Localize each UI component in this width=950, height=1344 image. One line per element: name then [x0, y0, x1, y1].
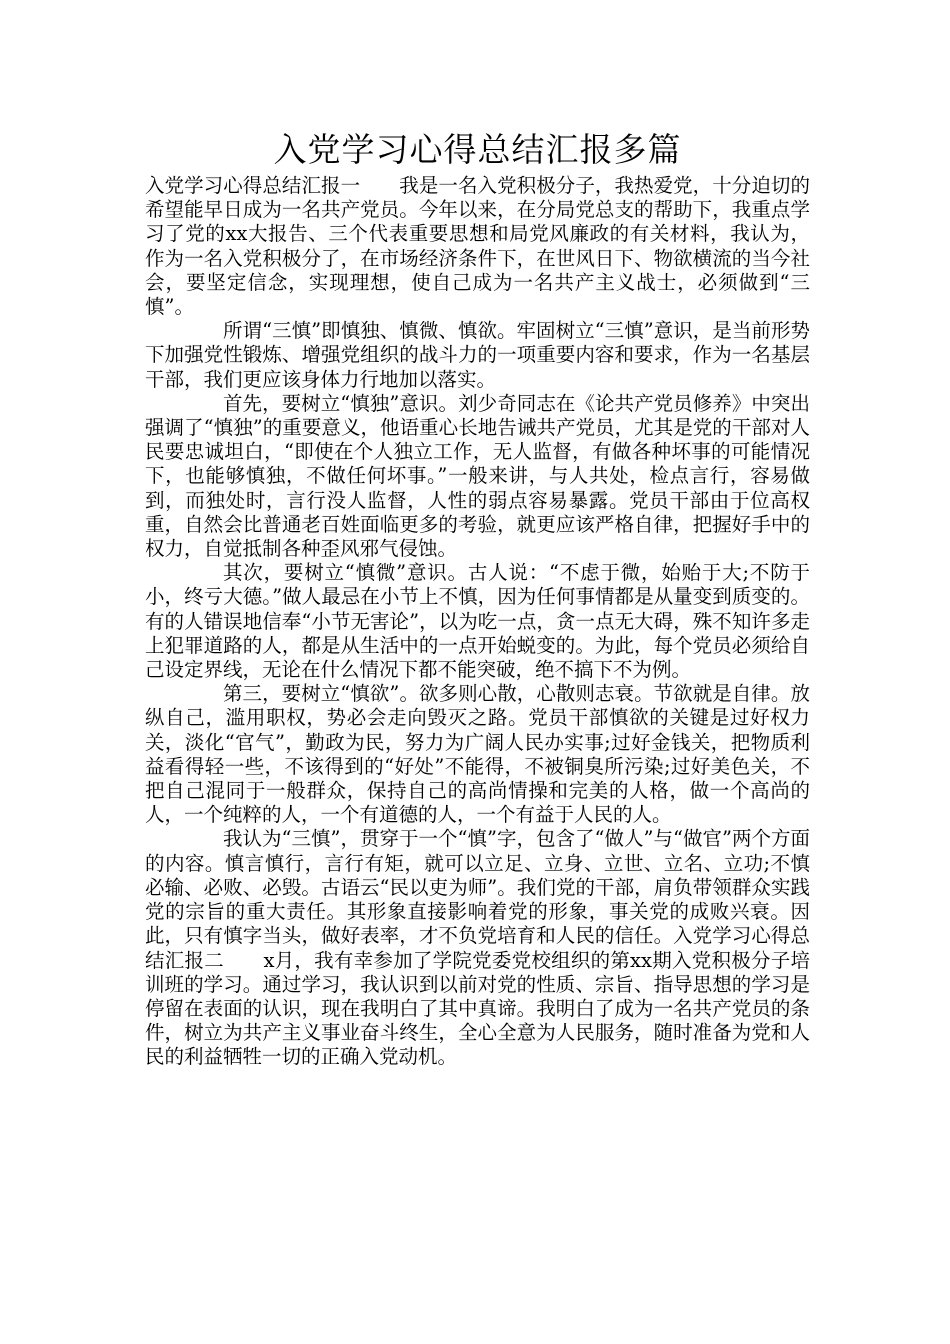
paragraph-1: 入党学习心得总结汇报一 我是一名入党积极分子，我热爱党，十分迫切的希望能早日成为一名共产党员。今年以来，在分局党总支的帮助下，我重点学习了党的xx大报告、三个代表重要思想和局党风廉政的有关材料，我认为，作为一名入党积极分了，在市场经济条件下，在世风日下、物欲横流的当今社会，要坚定信念，实现理想，使自己成为一名共产主义战士，必须做到“三慎”。: [145, 174, 810, 319]
document-body: [145, 174, 810, 1070]
paragraph-4: 其次，要树立“慎微”意识。古人说：“不虑于微，始贻于大;不防于小，终亏大德。”做人最忌在小节上不慎，因为任何事情都是从量变到质变的。有的人错误地信奉“小节无害论”，以为吃一点，贪一点无大碍，殊不知许多走上犯罪道路的人，都是从生活中的一点开始蜕变的。为此，每个党员必须给自己设定界线，无论在什么情况下都不能突破，绝不搞下不为例。: [145, 561, 810, 682]
document-title: 入党学习心得总结汇报多篇: [273, 130, 682, 169]
paragraph-6: 我认为“三慎”，贯穿于一个“慎”字，包含了“做人”与“做官”两个方面的内容。慎言慎行，言行有矩，就可以立足、立身、立世、立名、立功;不慎必输、必败、必毁。古语云“民以吏为师”。我们党的干部，肩负带领群众实践党的宗旨的重大责任。其形象直接影响着党的形象，事关党的成败兴衰。因此，只有慎字当头，做好表率，才不负党培育和人民的信任。入党学习心得总结汇报二 x月，我有幸参加了学院党委党校组织的第xx期入党积极分子培训班的学习。通过学习，我认识到以前对党的性质、宗旨、指导思想的学习是停留在表面的认识，现在我明白了其中真谛。我明白了成为一名共产党员的条件，树立为共产主义事业奋斗终生，全心全意为人民服务，随时准备为党和人民的利益牺牲一切的正确入党动机。: [145, 827, 810, 1069]
document-page: [145, 130, 810, 1070]
paragraph-3: 首先，要树立“慎独”意识。刘少奇同志在《论共产党员修养》中突出强调了“慎独”的重要意义，他语重心长地告诫共产党员，尤其是党的干部对人民要忠诚坦白，“即使在个人独立工作，无人监督，有做各种坏事的可能情况下，也能够慎独，不做任何坏事。”一般来讲，与人共处，检点言行，容易做到，而独处时，言行没人监督，人性的弱点容易暴露。党员干部由于位高权重，自然会比普通老百姓面临更多的考验，就更应该严格自律，把握好手中的权力，自觉抵制各种歪风邪气侵蚀。: [145, 391, 810, 561]
paragraph-2: 所谓“三慎”即慎独、慎微、慎欲。牢固树立“三慎”意识，是当前形势下加强党性锻炼、增强党组织的战斗力的一项重要内容和要求，作为一名基层干部，我们更应该身体力行地加以落实。: [145, 319, 810, 391]
paragraph-5: 第三，要树立“慎欲”。欲多则心散，心散则志衰。节欲就是自律。放纵自己，滥用职权，势必会走向毁灭之路。党员干部慎欲的关键是过好权力关，淡化“官气”，勤政为民，努力为广阔人民办实事;过好金钱关，把物质利益看得轻一些，不该得到的“好处”不能得，不被铜臭所污染;过好美色关，不把自己混同于一般群众，保持自己的高尚情操和完美的人格，做一个高尚的人，一个纯粹的人，一个有道德的人，一个有益于人民的人。: [145, 682, 810, 827]
